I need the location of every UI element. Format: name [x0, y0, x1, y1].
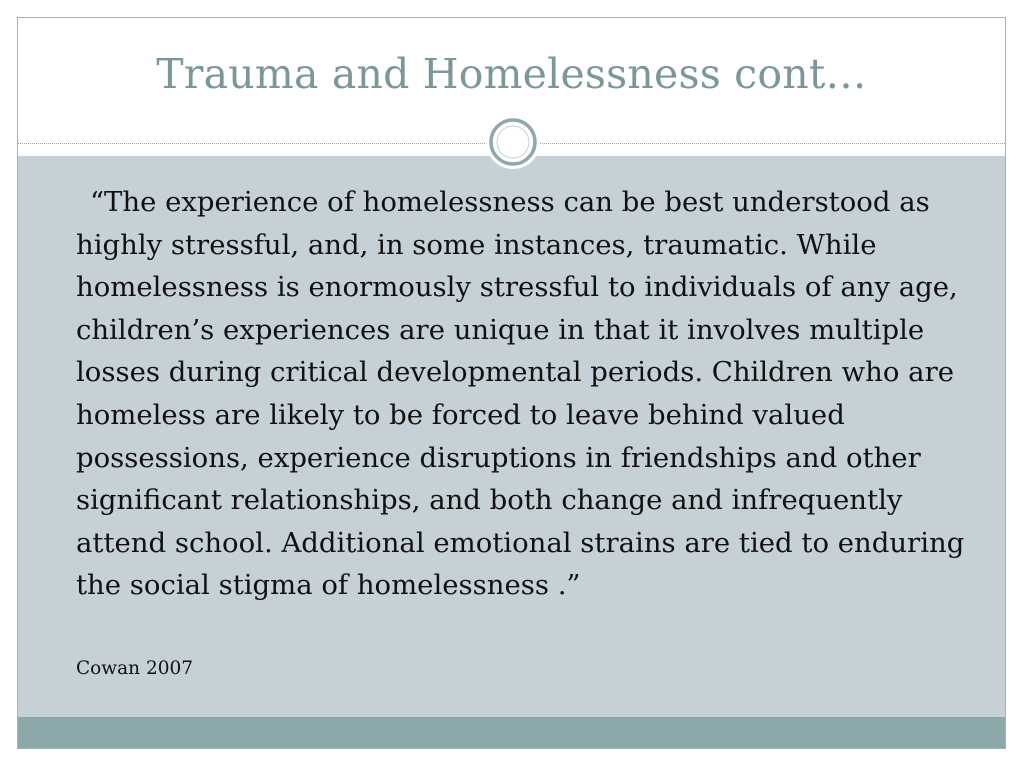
quote-text: “The experience of homelessness can be best understood as highly stressful, and, in some instances, traumatic. While homelessness is enormously stressful to individuals of any age, children’s experiences are unique in that it involves multiple losses during critical developmental periods. Children who are homeless are likely to be forced to leave behind valued possessions, experience disruptions in friendships and other significant relationships, and both change and infrequently attend school. Additional emotional strains are tied to enduring the social stigma of homelessness .”: [76, 186, 965, 602]
footer-band: [18, 717, 1005, 749]
citation: Cowan 2007: [76, 658, 194, 679]
slide-title: Trauma and Homelessness cont…: [156, 50, 867, 98]
slide: [17, 17, 1006, 749]
ring-ornament-icon: [485, 114, 541, 170]
